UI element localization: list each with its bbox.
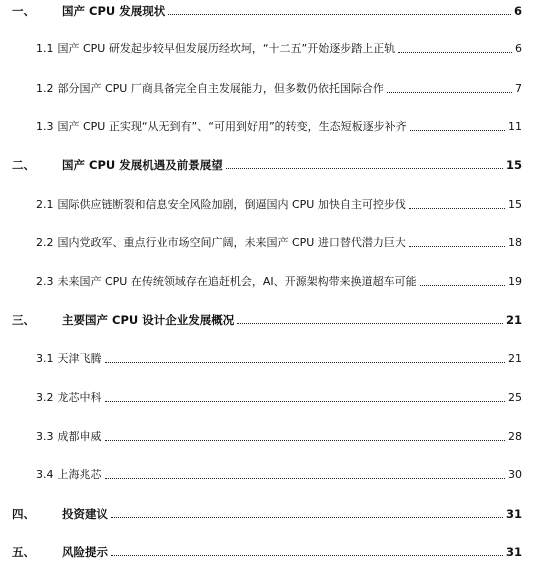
dot-leader bbox=[111, 555, 503, 556]
subsection-number: 2.1 bbox=[36, 198, 54, 211]
subsection-title: 天津飞腾 bbox=[57, 352, 102, 365]
section-title: 国产 CPU 发展机遇及前景展望 bbox=[62, 158, 223, 172]
dot-leader bbox=[105, 478, 506, 479]
dot-leader bbox=[398, 52, 512, 53]
toc-subsection-3-3[interactable] bbox=[36, 430, 522, 444]
subsection-title: 国产 CPU 正实现“从无到有”、“可用到好用”的转变，生态短板逐步补齐 bbox=[57, 120, 407, 133]
subsection-title: 未来国产 CPU 在传统领域存在追赶机会，AI、开源架构带来换道超车可能 bbox=[57, 275, 417, 288]
subsection-title: 国产 CPU 研发起步较早但发展历经坎坷，“十二五”开始逐步踏上正轨 bbox=[57, 42, 396, 55]
section-number: 三、 bbox=[12, 313, 35, 327]
subsection-number: 3.2 bbox=[36, 391, 54, 404]
toc-subsection-1-1[interactable] bbox=[36, 42, 522, 56]
toc-subsection-2-2[interactable] bbox=[36, 236, 522, 250]
toc-subsection-1-3[interactable] bbox=[36, 120, 522, 134]
dot-leader bbox=[420, 285, 505, 286]
page-number: 15 bbox=[505, 158, 522, 172]
subsection-title: 部分国产 CPU 厂商具备完全自主发展能力，但多数仍依托国际合作 bbox=[57, 82, 384, 95]
page-number: 18 bbox=[508, 236, 522, 249]
toc-subsection-2-3[interactable] bbox=[36, 275, 522, 289]
section-title: 投资建议 bbox=[62, 507, 108, 521]
subsection-number: 2.2 bbox=[36, 236, 54, 249]
subsection-number: 1.3 bbox=[36, 120, 54, 133]
toc-section-3[interactable] bbox=[12, 313, 522, 327]
section-number: 四、 bbox=[12, 507, 35, 521]
page-number: 21 bbox=[505, 313, 522, 327]
dot-leader bbox=[409, 208, 505, 209]
page-number: 6 bbox=[515, 42, 522, 55]
toc-subsection-2-1[interactable] bbox=[36, 198, 522, 212]
page-number: 21 bbox=[508, 352, 522, 365]
toc-section-5[interactable] bbox=[12, 545, 522, 559]
dot-leader bbox=[105, 440, 506, 441]
toc-subsection-1-2[interactable] bbox=[36, 82, 522, 96]
subsection-title: 上海兆芯 bbox=[57, 468, 102, 481]
page-number: 31 bbox=[505, 545, 522, 559]
dot-leader bbox=[387, 92, 512, 93]
section-title: 国产 CPU 发展现状 bbox=[62, 4, 166, 18]
subsection-number: 1.1 bbox=[36, 42, 54, 55]
dot-leader bbox=[409, 246, 505, 247]
dot-leader bbox=[410, 130, 505, 131]
dot-leader bbox=[168, 14, 511, 15]
section-number: 一、 bbox=[12, 4, 35, 18]
page-number: 28 bbox=[508, 430, 522, 443]
section-title: 主要国产 CPU 设计企业发展概况 bbox=[62, 313, 235, 327]
section-title: 风险提示 bbox=[62, 545, 108, 559]
dot-leader bbox=[226, 168, 503, 169]
toc-subsection-3-1[interactable] bbox=[36, 352, 522, 366]
page-number: 31 bbox=[505, 507, 522, 521]
subsection-title: 国际供应链断裂和信息安全风险加剧，倒逼国内 CPU 加快自主可控步伐 bbox=[57, 198, 406, 211]
page-number: 25 bbox=[508, 391, 522, 404]
subsection-title: 国内党政军、重点行业市场空间广阔，未来国产 CPU 进口替代潜力巨大 bbox=[57, 236, 406, 249]
page-number: 30 bbox=[508, 468, 522, 481]
section-number: 五、 bbox=[12, 545, 35, 559]
toc-section-2[interactable] bbox=[12, 158, 522, 172]
toc-subsection-3-4[interactable] bbox=[36, 468, 522, 482]
dot-leader bbox=[105, 362, 506, 363]
subsection-number: 3.4 bbox=[36, 468, 54, 481]
subsection-number: 3.3 bbox=[36, 430, 54, 443]
page-number: 11 bbox=[508, 120, 522, 133]
section-number: 二、 bbox=[12, 158, 35, 172]
dot-leader bbox=[105, 401, 506, 402]
toc-section-4[interactable] bbox=[12, 507, 522, 521]
page-number: 15 bbox=[508, 198, 522, 211]
toc-subsection-3-2[interactable] bbox=[36, 391, 522, 405]
subsection-number: 2.3 bbox=[36, 275, 54, 288]
page-number: 19 bbox=[508, 275, 522, 288]
subsection-title: 龙芯中科 bbox=[57, 391, 102, 404]
page-number: 7 bbox=[515, 82, 522, 95]
dot-leader bbox=[111, 517, 503, 518]
dot-leader bbox=[237, 323, 503, 324]
subsection-title: 成都申威 bbox=[57, 430, 102, 443]
subsection-number: 1.2 bbox=[36, 82, 54, 95]
page-number: 6 bbox=[513, 4, 522, 18]
toc-section-1[interactable] bbox=[12, 4, 522, 18]
subsection-number: 3.1 bbox=[36, 352, 54, 365]
